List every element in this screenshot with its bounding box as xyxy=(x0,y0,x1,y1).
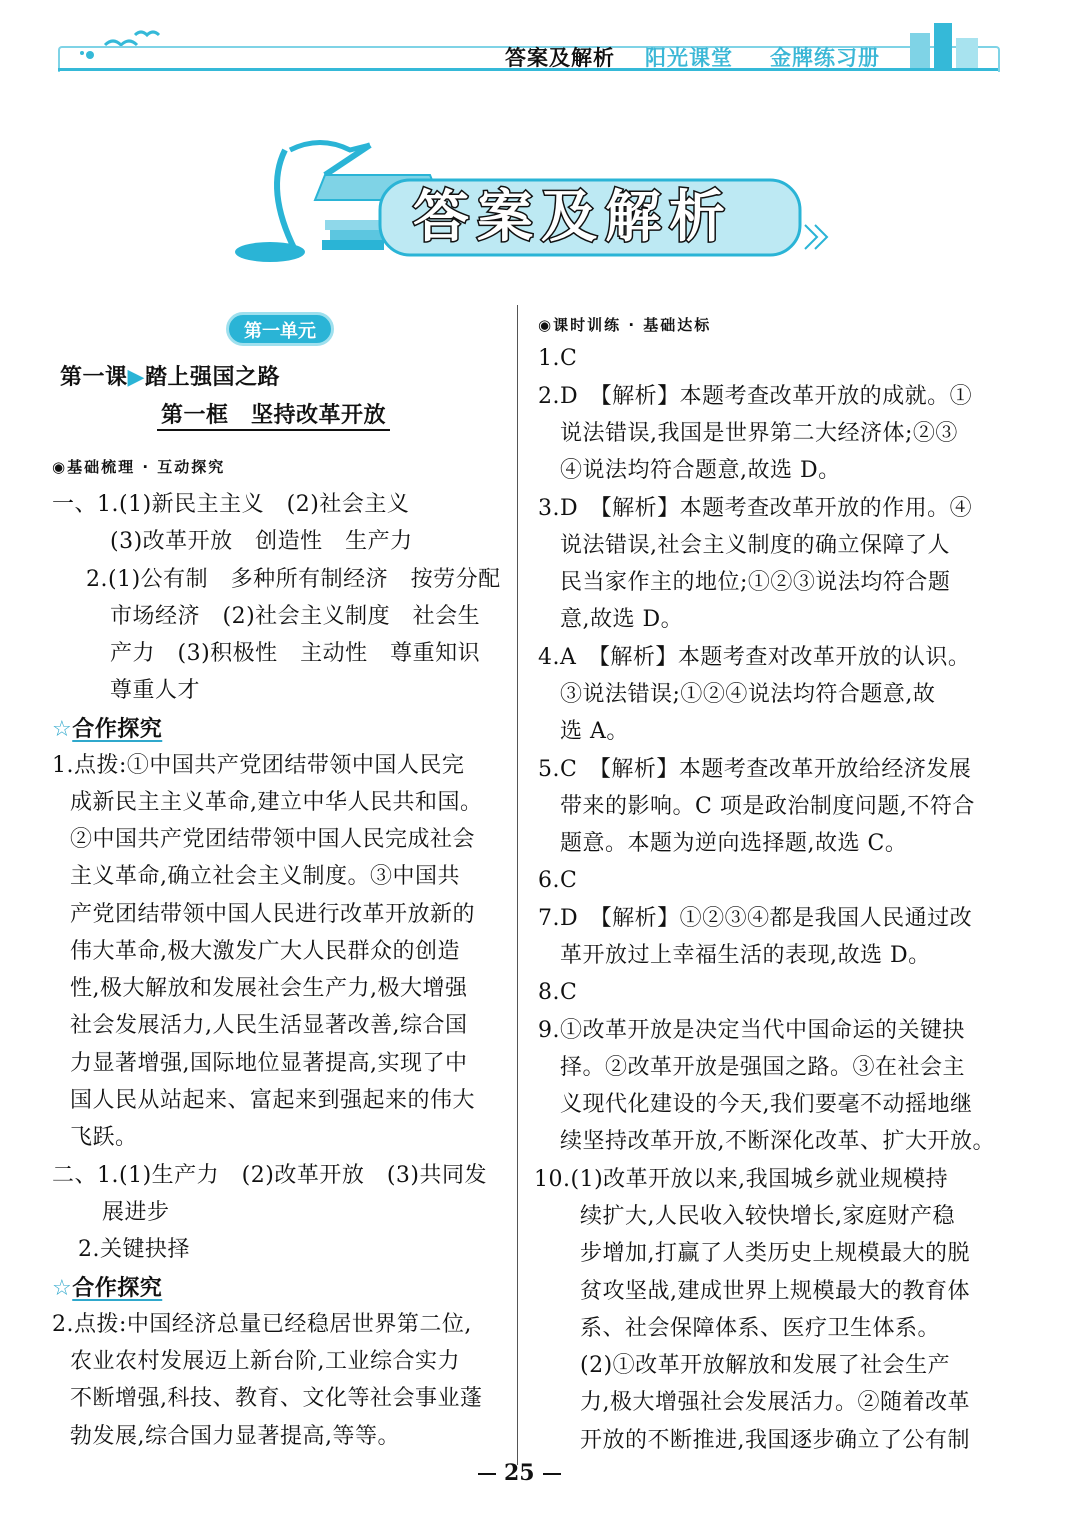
bullet-icon: ◉ xyxy=(538,316,554,334)
answer-line: 性,极大解放和发展社会生产力,极大增强 xyxy=(70,976,468,1001)
header-book-label: 金牌练习册 xyxy=(770,46,880,70)
answer-line: ②中国共产党团结带领中国人民完成社会 xyxy=(70,827,476,852)
cooperate-title: 合作探究 xyxy=(72,1275,163,1301)
answer-line: 国人民从站起来、富起来到强起来的伟大 xyxy=(70,1088,476,1113)
answer-line: 2.D 【解析】本题考查改革开放的成就。① xyxy=(538,384,973,409)
answer-line: 步增加,打赢了人类历史上规模最大的脱 xyxy=(580,1241,970,1266)
star-icon: ☆ xyxy=(52,1276,73,1301)
bullet-icon: ◉ xyxy=(52,458,68,476)
answer-line: 产党团结带领中国人民进行改革开放新的 xyxy=(70,902,476,927)
answer-line: 力,极大增强社会发展活力。②随着改革 xyxy=(580,1390,970,1415)
page-number xyxy=(470,1460,569,1486)
answer-line: ③说法错误;①②④说法均符合题意,故 xyxy=(560,682,936,707)
lesson-heading xyxy=(60,363,280,391)
building-icon xyxy=(900,18,990,73)
answer-line: 5.C 【解析】本题考查改革开放给经济发展 xyxy=(538,757,972,782)
arrow-icon: ▶ xyxy=(127,364,145,390)
answer-line: 一、1.(1)新民主主义 (2)社会主义 xyxy=(52,492,410,517)
answer-line: 2.点拨:中国经济总量已经稳居世界第二位, xyxy=(52,1312,472,1337)
answer-line: 开放的不断推进,我国逐步确立了公有制 xyxy=(580,1428,970,1453)
answer-line: 贫攻坚战,建成世界上规模最大的教育体 xyxy=(580,1279,970,1304)
answer-line: 义现代化建设的今天,我们要毫不动摇地继 xyxy=(560,1092,973,1117)
answer-line: 不断增强,科技、教育、文化等社会事业蓬 xyxy=(70,1386,483,1411)
answer-line: 民当家作主的地位;①②③说法均符合题 xyxy=(560,570,951,595)
answer-line: 说法错误,社会主义制度的确立保障了人 xyxy=(560,533,950,558)
answer-line: 主义革命,确立社会主义制度。③中国共 xyxy=(70,864,460,889)
lesson-title: 踏上强国之路 xyxy=(144,364,280,390)
answer-line: 题意。本题为逆向选择题,故选 C。 xyxy=(560,831,908,856)
cooperate-title: 合作探究 xyxy=(72,716,163,742)
answer-line: 续坚持改革开放,不断深化改革、扩大开放。 xyxy=(560,1129,995,1154)
answer-line: ④说法均符合题意,故选 D。 xyxy=(560,458,841,483)
answer-line: 革开放过上幸福生活的表现,故选 D。 xyxy=(560,943,931,968)
answer-line: 续扩大,人民收入较快增长,家庭财产稳 xyxy=(580,1204,955,1229)
answer-line: 9.①改革开放是决定当代中国命运的关键抉 xyxy=(538,1018,965,1043)
answer-line: 带来的影响。C 项是政治制度问题,不符合 xyxy=(560,794,975,819)
answer-line: 择。②改革开放是强国之路。③在社会主 xyxy=(560,1055,966,1080)
answer-line: 农业农村发展迈上新台阶,工业综合实力 xyxy=(70,1349,460,1374)
answer-line: 伟大革命,极大激发广大人民群众的创造 xyxy=(70,939,460,964)
answer-line: 1.点拨:①中国共产党团结带领中国人民完 xyxy=(52,753,465,778)
section-title: 课时训练 · 基础达标 xyxy=(553,316,712,334)
answer-line: 1.C xyxy=(538,346,578,371)
answer-line: (2)①改革开放解放和发展了社会生产 xyxy=(580,1353,951,1378)
answer-line: 市场经济 (2)社会主义制度 社会生 xyxy=(110,604,481,629)
cooperate-heading xyxy=(52,1274,162,1303)
section-heading xyxy=(538,311,711,339)
answer-line: 成新民主主义革命,建立中华人民共和国。 xyxy=(70,790,483,815)
lesson-number: 第一课 xyxy=(60,364,128,390)
banner-title: 答案及解析 xyxy=(413,185,733,250)
cooperate-heading xyxy=(52,715,162,744)
answer-line: 4.A 【解析】本题考查对改革开放的认识。 xyxy=(538,645,971,670)
answer-line: 8.C xyxy=(538,980,578,1005)
answer-line: 意,故选 D。 xyxy=(560,607,684,632)
answer-line: 产力 (3)积极性 主动性 尊重知识 xyxy=(110,641,481,666)
answer-line: 3.D 【解析】本题考查改革开放的作用。④ xyxy=(538,496,973,521)
answer-line: 尊重人才 xyxy=(110,678,201,703)
answer-line: 飞跃。 xyxy=(70,1125,138,1150)
unit-badge: 第一单元 xyxy=(226,312,334,346)
answer-line: 二、1.(1)生产力 (2)改革开放 (3)共同发 xyxy=(52,1163,487,1188)
answer-line: (3)改革开放 创造性 生产力 xyxy=(110,529,413,554)
header-series-label: 阳光课堂 xyxy=(645,46,733,70)
star-icon: ☆ xyxy=(52,717,73,742)
answer-line: 力显著增强,国际地位显著提高,实现了中 xyxy=(70,1051,468,1076)
answer-line: 社会发展活力,人民生活显著改善,综合国 xyxy=(70,1013,468,1038)
answer-line: 选 A。 xyxy=(560,719,629,744)
answer-line: 勃发展,综合国力显著提高,等等。 xyxy=(70,1424,400,1449)
answer-line: 说法错误,我国是世界第二大经济体;②③ xyxy=(560,421,958,446)
answer-line: 10.(1)改革开放以来,我国城乡就业规模持 xyxy=(534,1167,949,1192)
answer-line: 展进步 xyxy=(102,1200,170,1225)
header-answers-label: 答案及解析 xyxy=(505,46,615,70)
page-number-value: 25 xyxy=(504,1460,535,1486)
answer-line: 6.C xyxy=(538,868,578,893)
answer-line: 2.关键抉择 xyxy=(78,1237,190,1262)
page-header xyxy=(0,0,1079,90)
answer-line: 系、社会保障体系、医疗卫生体系。 xyxy=(580,1316,941,1341)
answer-line: 2.(1)公有制 多种所有制经济 按劳分配 xyxy=(86,567,501,592)
answer-line: 7.D 【解析】①②③④都是我国人民通过改 xyxy=(538,906,973,931)
section-heading xyxy=(52,453,225,481)
column-divider xyxy=(517,305,518,1465)
frame-title: 第一框 坚持改革开放 xyxy=(157,401,390,431)
section-title: 基础梳理 · 互动探究 xyxy=(67,458,226,476)
